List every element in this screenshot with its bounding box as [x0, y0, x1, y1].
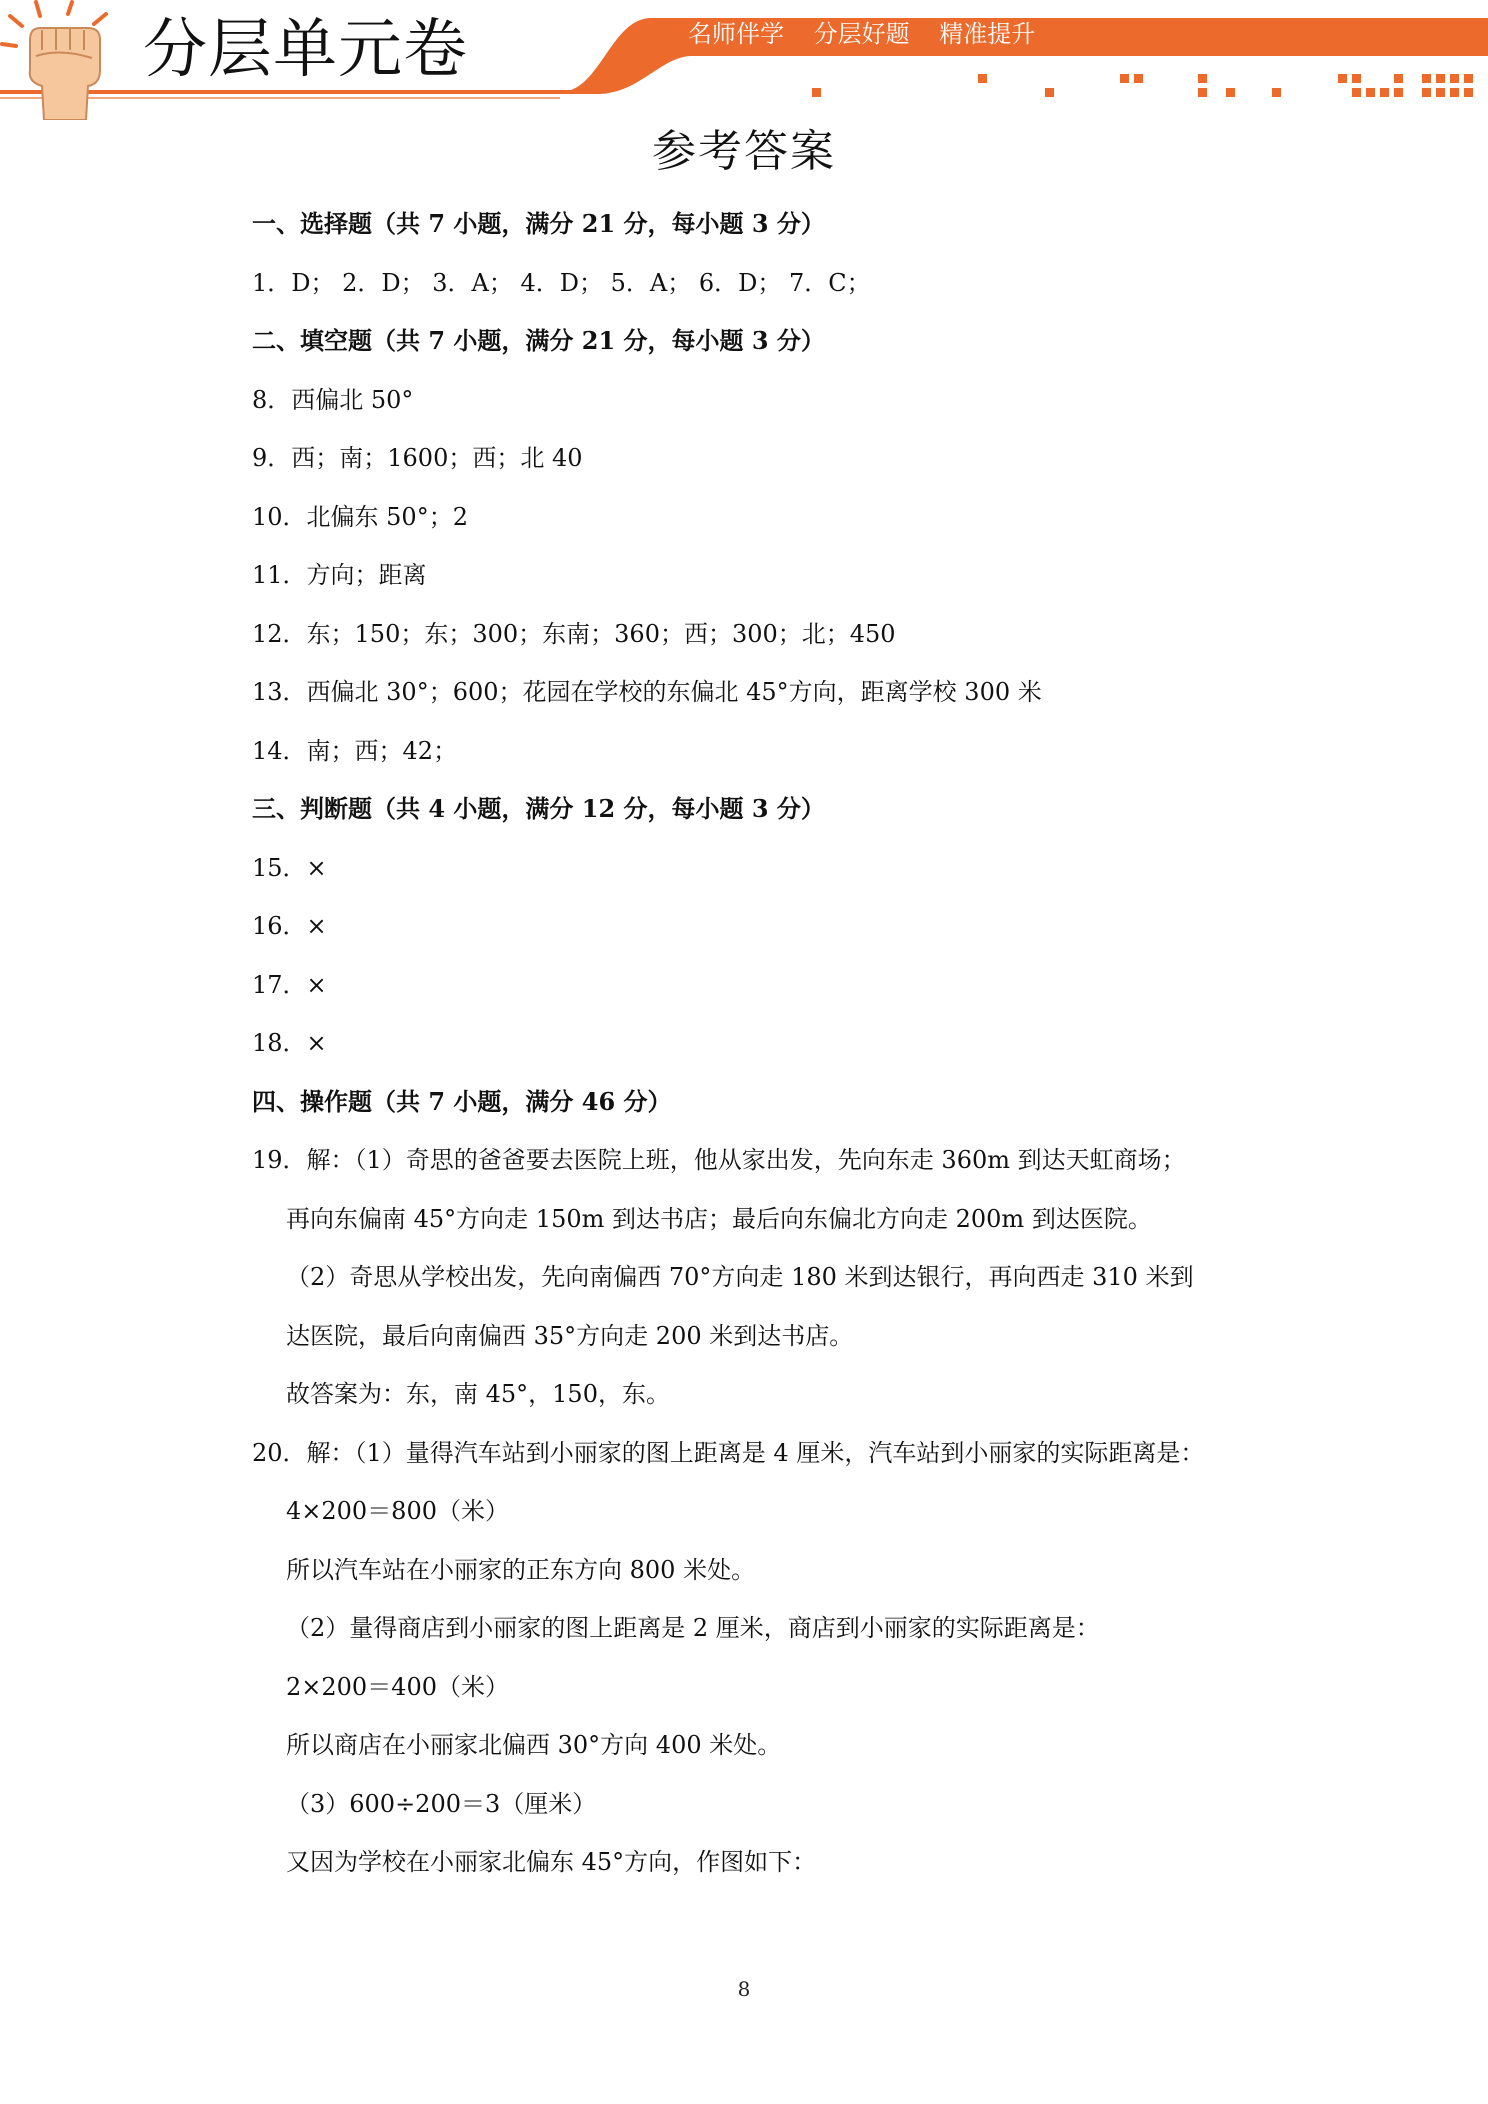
- answer-line: 2×200＝400（米）: [286, 1672, 509, 1701]
- section-heading: 一、选择题（共 7 小题，满分 21 分，每小题 3 分）: [252, 209, 825, 238]
- decorative-squares: [812, 74, 1473, 97]
- answer-line: 19．解：（1）奇思的爸爸要去医院上班，他从家出发，先向东走 360m 到达天虹商场；: [252, 1146, 1186, 1174]
- answer-line: 再向东偏南 45°方向走 150m 到达书店；最后向东偏北方向走 200m 到达医院。: [286, 1204, 1152, 1233]
- answer-line: 15．×: [252, 853, 327, 882]
- answer-line: 10．北偏东 50°；2: [252, 502, 468, 531]
- answer-line: 1．D； 2．D； 3．A； 4．D； 5．A； 6．D； 7．C；: [252, 268, 871, 297]
- answer-line: 11．方向；距离: [252, 561, 427, 589]
- header-slogans: [688, 16, 1108, 52]
- answer-line: 8．西偏北 50°: [252, 385, 414, 414]
- answer-line: 又因为学校在小丽家北偏东 45°方向，作图如下：: [286, 1848, 817, 1876]
- answer-line: （2）奇思从学校出发，先向南偏西 70°方向走 180 米到达银行，再向西走 310 米到: [286, 1263, 1194, 1291]
- brand-title: 分层单元卷: [143, 13, 468, 87]
- answer-line: 13．西偏北 30°；600；花园在学校的东偏北 45°方向，距离学校 300 米: [252, 678, 1042, 706]
- page-header: [0, 0, 1488, 120]
- answer-line: （2）量得商店到小丽家的图上距离是 2 厘米，商店到小丽家的实际距离是：: [286, 1614, 1100, 1642]
- section-heading: 三、判断题（共 4 小题，满分 12 分，每小题 3 分）: [252, 794, 825, 823]
- answer-line: 18．×: [252, 1029, 327, 1057]
- page-number: 8: [737, 1977, 751, 2001]
- page-title: 参考答案: [652, 126, 836, 177]
- answer-line: 9．西；南；1600；西；北 40: [252, 444, 583, 472]
- answer-line: 20．解：（1）量得汽车站到小丽家的图上距离是 4 厘米，汽车站到小丽家的实际距离是：: [252, 1438, 1205, 1467]
- section-heading: 四、操作题（共 7 小题，满分 46 分）: [252, 1086, 672, 1116]
- answer-line: 达医院，最后向南偏西 35°方向走 200 米到达书店。: [286, 1321, 854, 1350]
- section-heading: 二、填空题（共 7 小题，满分 21 分，每小题 3 分）: [252, 326, 825, 355]
- answer-line: 12．东；150；东；300；东南；360；西；300；北；450: [252, 619, 896, 648]
- answer-line: 故答案为：东，南 45°，150，东。: [286, 1380, 670, 1408]
- answer-line: 4×200＝800（米）: [286, 1497, 509, 1525]
- answer-line: （3）600÷200＝3（厘米）: [286, 1789, 597, 1818]
- answer-line: 14．南；西；42；: [252, 736, 458, 765]
- answer-line: 17．×: [252, 970, 327, 999]
- slogan-1: 名师伴学: [688, 20, 784, 48]
- answer-line: 所以汽车站在小丽家的正东方向 800 米处。: [286, 1555, 756, 1584]
- slogan-3: 精准提升: [939, 20, 1036, 48]
- slogan-2: 分层好题: [813, 20, 910, 48]
- answer-line: 16．×: [252, 912, 327, 940]
- raised-fist-icon: [2, 2, 106, 120]
- answer-line: 所以商店在小丽家北偏西 30°方向 400 米处。: [286, 1731, 782, 1759]
- answer-content: [252, 195, 1252, 1892]
